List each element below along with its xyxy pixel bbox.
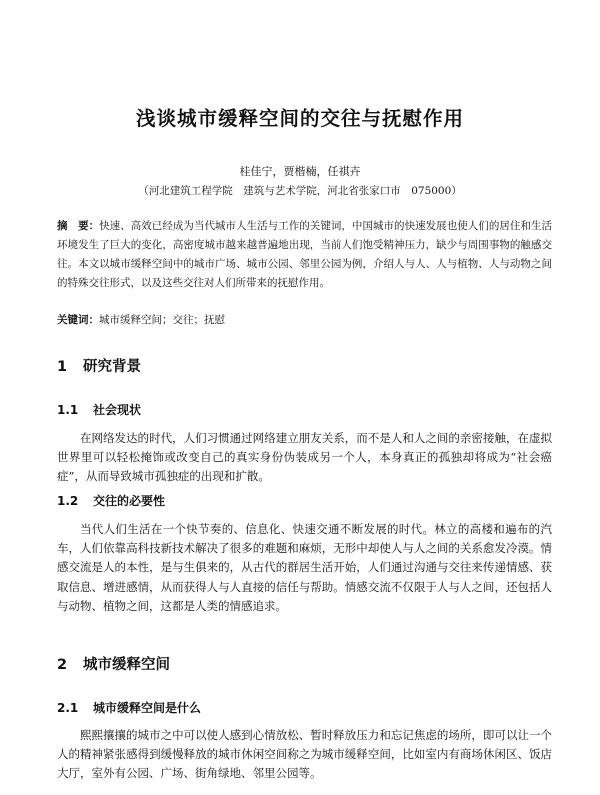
subsection-heading-1-1 <box>57 401 141 418</box>
keywords <box>57 312 552 327</box>
subsection-title: 交往的必要性 <box>93 494 166 508</box>
abstract <box>57 217 552 293</box>
subsection-title: 社会现状 <box>93 403 142 417</box>
keywords-text: 城市缓释空间；交往；抚慰 <box>99 314 225 326</box>
subsection-title: 城市缓释空间是什么 <box>93 701 202 715</box>
section-heading-2 <box>57 653 170 674</box>
section-heading-1 <box>57 355 141 376</box>
section-title: 城市缓释空间 <box>83 657 170 673</box>
subsection-number: 1.2 <box>57 494 79 508</box>
section-number: 1 <box>57 359 68 375</box>
abstract-text: 快速、高效已经成为当代城市人生活与工作的关键词，中国城市的快速发展也使人们的居住和生活环境发生了巨大的变化，高密度城市越来越普遍地出现，当前人们饱受精神压力，缺少与周围事物的触感交往。本文以城市缓释空间中的城市广场、城市公园、邻里公园为例，介绍人与人、人与植物、人与动物之间的特殊交往形式，以及这些交往对人们所带来的抚慰作用。 <box>57 220 553 289</box>
subsection-heading-1-2 <box>57 492 165 509</box>
paragraph-social-status: 在网络发达的时代，人们习惯通过网络建立朋友关系，而不是人和人之间的亲密接触，在虚拟世界里可以轻松掩饰或改变自己的真实身份伪装成另一个人，本身真正的孤独却将成为“社会癌症”，从而导致城市孤独症的出现和扩散。 <box>57 431 552 484</box>
keywords-label: 关键词： <box>57 314 99 326</box>
affiliation: （河北建筑工程学院 建筑与艺术学院，河北省张家口市 075000） <box>138 185 462 197</box>
section-number: 2 <box>57 657 68 673</box>
subsection-heading-2-1 <box>57 699 201 716</box>
paper-title: 浅谈城市缓释空间的交往与抚慰作用 <box>135 107 464 130</box>
paragraph-definition: 熙熙攘攘的城市之中可以使人感到心情放松、暂时释放压力和忘记焦虑的场所，即可以让一个人的精神紧张感得到缓慢释放的城市休闲空间称之为城市缓释空间，比如室内有商场休闲区、饭店大厅，室外有公园、广场、街角绿地、邻里公园等。 <box>57 728 552 781</box>
subsection-number: 2.1 <box>57 701 79 715</box>
paragraph-necessity: 当代人们生活在一个快节奏的、信息化、快速交通不断发展的时代。林立的高楼和遍布的汽车，人们依靠高科技新技术解决了很多的难题和麻烦，无形中却使人与人之间的关系愈发冷漠。情感交流是人的本性，是与生俱来的，从古代的群居生活开始，人们通过沟通与交往来传递情感、获取信息、增进感情，从而获得人与人直接的信任与帮助。情感交流不仅限于人与人之间，还包括人与动物、植物之间，这都是人类的情感追求。 <box>57 522 552 613</box>
subsection-number: 1.1 <box>57 403 79 417</box>
section-title: 研究背景 <box>83 359 141 375</box>
abstract-label: 摘 要： <box>57 220 100 232</box>
authors: 桂佳宁，贾楷楠，任祺卉 <box>239 165 361 178</box>
